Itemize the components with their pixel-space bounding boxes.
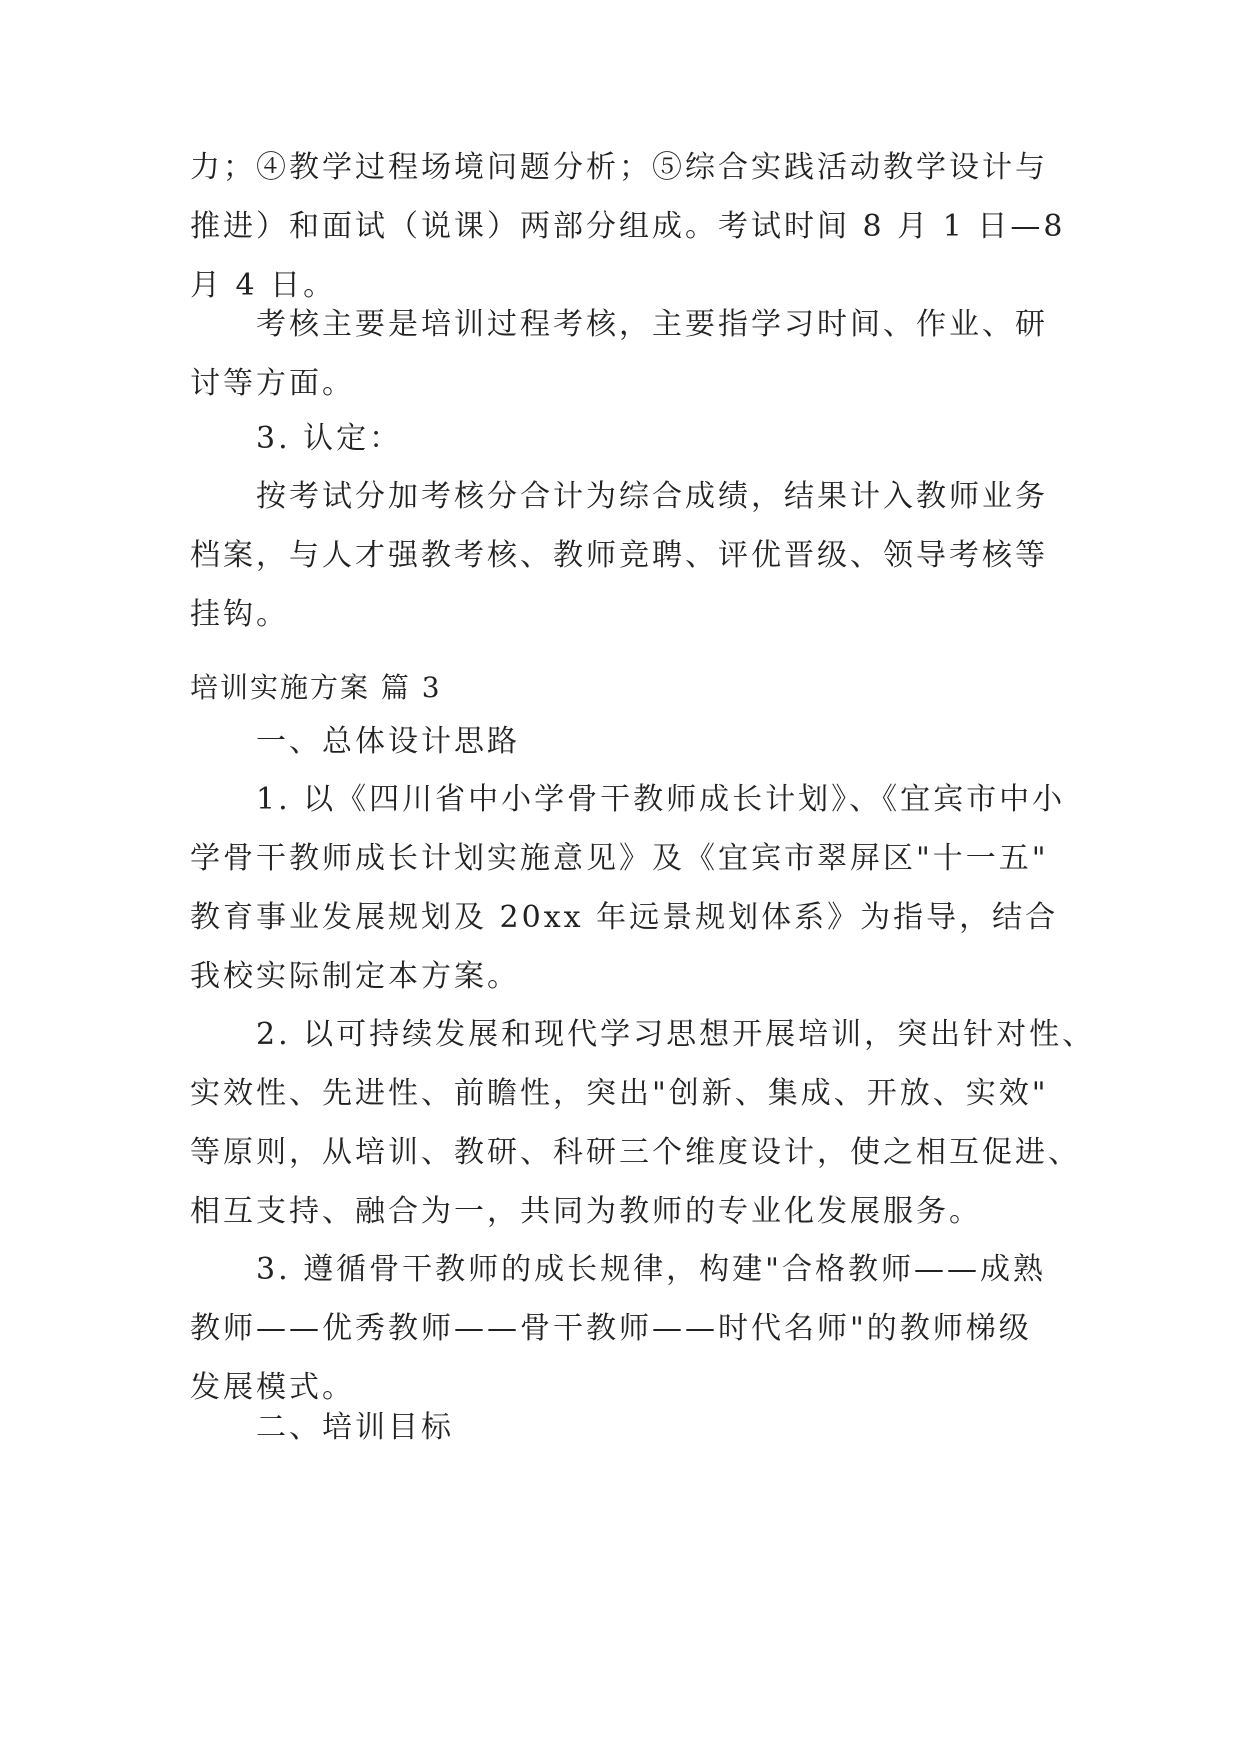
paragraph-growth-model	[190, 1240, 1050, 1417]
text-line: 3. 遵循骨干教师的成长规律，构建"合格教师——成熟	[256, 1252, 1046, 1287]
heading-training-goals	[190, 1398, 1050, 1457]
subheading-certification	[190, 409, 1050, 468]
text-line: 一、总体设计思路	[256, 724, 520, 759]
section-title: 培训实施方案 篇 3	[190, 671, 442, 704]
text-line: 档案，与人才强教考核、教师竞聘、评优晋级、领导考核等	[190, 538, 1048, 573]
text-line: 我校实际制定本方案。	[190, 959, 520, 994]
text-line: 等原则，从培训、教研、科研三个维度设计，使之相互促进、	[190, 1135, 1081, 1170]
text-line: 实效性、先进性、前瞻性，突出"创新、集成、开放、实效"	[190, 1076, 1049, 1111]
text-line: 考核主要是培训过程考核，主要指学习时间、作业、研	[256, 307, 1048, 342]
paragraph-certification-rule	[190, 467, 1050, 644]
text-line: 推进）和面试（说课）两部分组成。考试时间 8 月 1 日—8	[190, 209, 1066, 244]
text-line: 二、培训目标	[256, 1410, 454, 1445]
text-line: 发展模式。	[190, 1370, 355, 1405]
text-line: 挂钩。	[190, 597, 289, 632]
paragraph-exam-content	[190, 138, 1066, 315]
text-line: 按考试分加考核分合计为综合成绩，结果计入教师业务	[256, 479, 1048, 514]
text-line: 力；④教学过程场境问题分析；⑤综合实践活动教学设计与	[190, 150, 1048, 185]
text-line: 教育事业发展规划及 20xx 年远景规划体系》为指导，结合	[190, 900, 1059, 935]
paragraph-guidance	[190, 770, 1066, 1006]
text-line: 3. 认定：	[256, 421, 403, 456]
text-line: 1. 以《四川省中小学骨干教师成长计划》、《宜宾市中小	[256, 782, 1066, 817]
text-line: 教师——优秀教师——骨干教师——时代名师"的教师梯级	[190, 1311, 1032, 1346]
paragraph-principles	[190, 1005, 1096, 1241]
text-line: 2. 以可持续发展和现代学习思想开展培训，突出针对性、	[256, 1017, 1096, 1052]
text-line: 相互支持、融合为一，共同为教师的专业化发展服务。	[190, 1194, 982, 1229]
heading-overall-design	[190, 712, 1050, 771]
text-line: 讨等方面。	[190, 366, 355, 401]
text-line: 月 4 日。	[190, 268, 337, 303]
paragraph-assessment	[190, 295, 1050, 413]
text-line: 学骨干教师成长计划实施意见》及《宜宾市翠屏区"十一五"	[190, 841, 1049, 876]
